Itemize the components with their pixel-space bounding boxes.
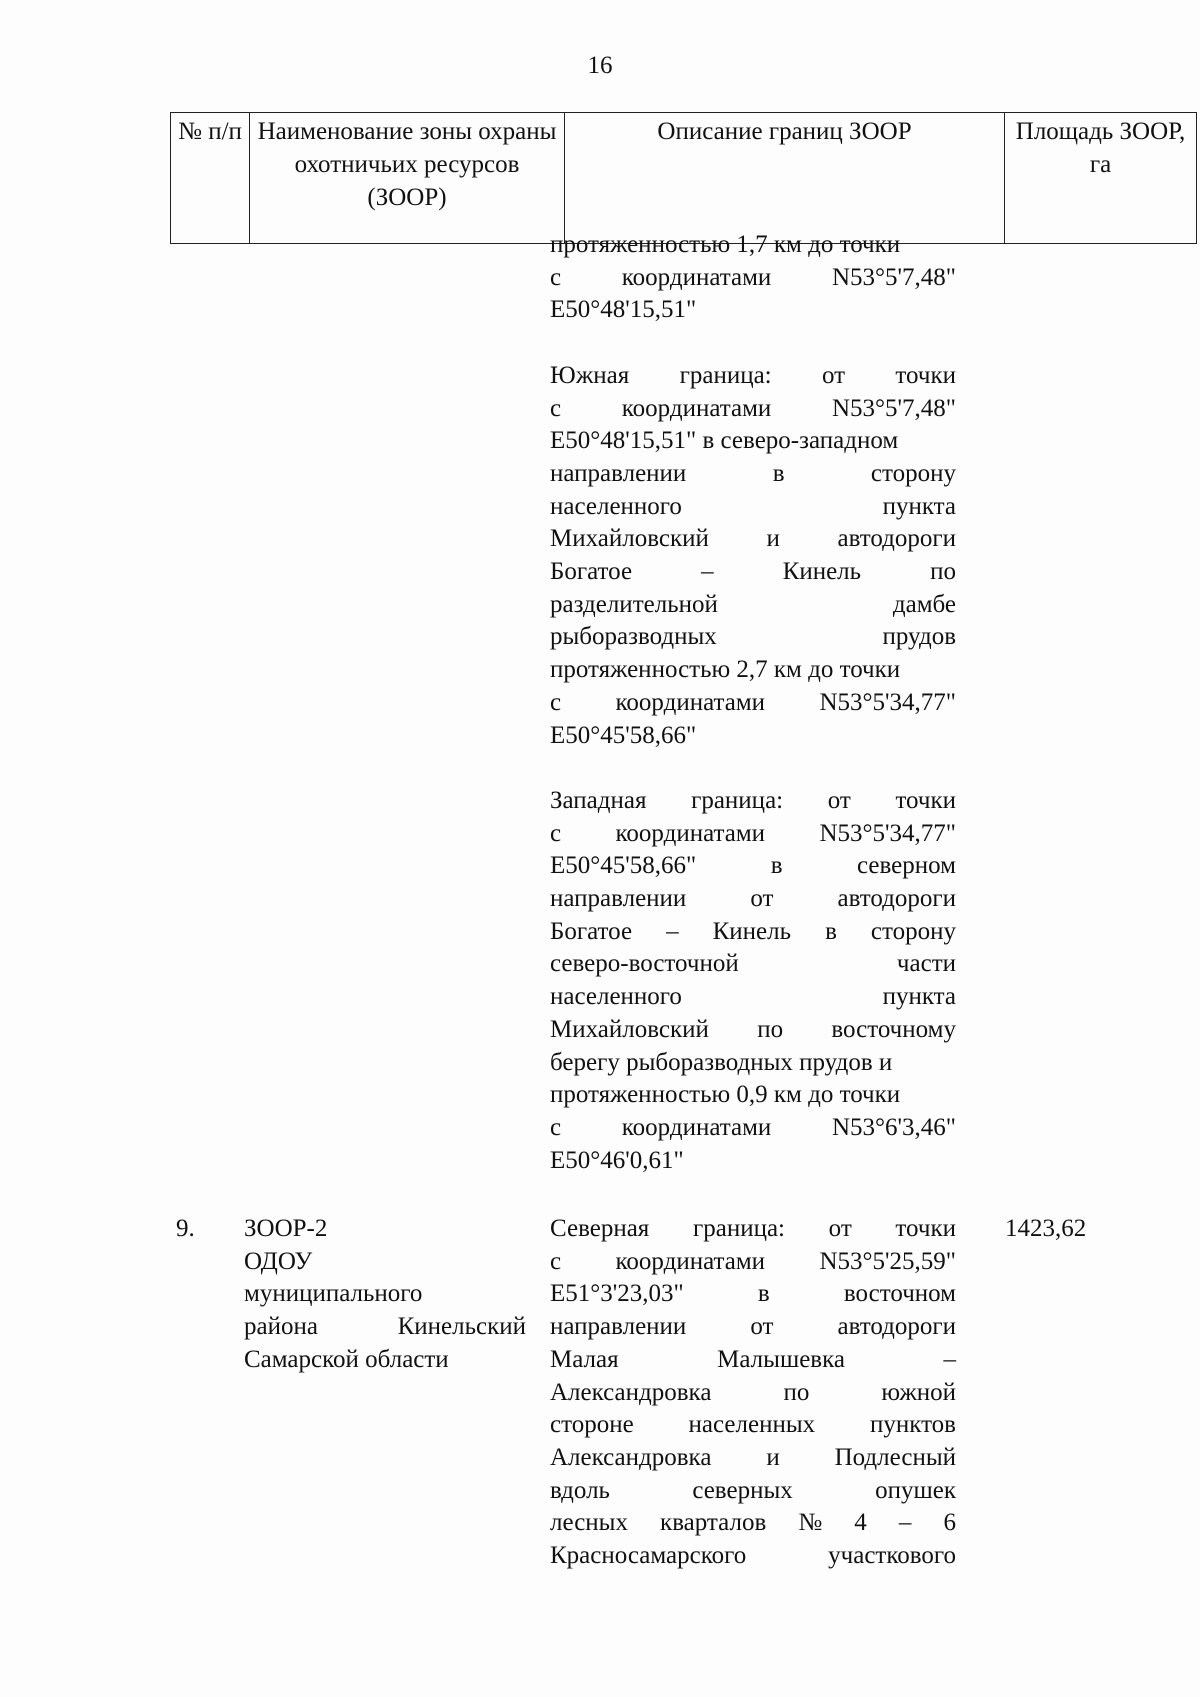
word: направлении	[550, 1313, 687, 1341]
word: граница:	[679, 361, 772, 389]
word: 6	[943, 1509, 956, 1537]
word: E50°48'15,51"	[550, 296, 697, 324]
word: пункта	[882, 983, 956, 1011]
text-line	[550, 818, 956, 851]
word: от	[827, 786, 851, 814]
text-line	[550, 1014, 956, 1047]
word: ОДОУ	[244, 1247, 313, 1275]
text-line	[244, 1213, 526, 1246]
text-line	[550, 393, 956, 426]
word: Михайловский	[550, 1015, 709, 1043]
text-line	[550, 425, 956, 458]
word: Малая	[550, 1345, 619, 1373]
text-line	[550, 1344, 956, 1377]
word: кварталов	[660, 1509, 767, 1537]
word: ЗООР-2	[244, 1215, 328, 1242]
word: от	[750, 885, 774, 913]
word: по	[783, 1378, 810, 1406]
text-line	[550, 360, 956, 393]
text-line	[550, 1112, 956, 1145]
text-line	[550, 1377, 956, 1410]
word: Малышевка	[717, 1345, 845, 1373]
word: с	[550, 394, 562, 422]
word: координатами	[615, 819, 766, 847]
word: Западная	[550, 786, 647, 814]
word: района	[244, 1313, 318, 1341]
word: Михайловский	[550, 525, 709, 553]
word: Северная	[550, 1215, 650, 1242]
word: Кинельский	[397, 1313, 526, 1341]
word: с	[550, 263, 562, 291]
word: населенных	[688, 1411, 816, 1439]
text-line	[550, 1409, 956, 1442]
word: лесных	[550, 1509, 628, 1537]
word: пункта	[882, 492, 956, 520]
word: прудов	[882, 623, 956, 651]
text-line	[244, 1311, 526, 1344]
text-line	[550, 1311, 956, 1344]
word: E50°48'15,51" в северо-западном	[550, 427, 899, 455]
word: стороне	[550, 1411, 634, 1439]
text-line	[550, 262, 956, 295]
word: автодороги	[837, 525, 956, 553]
word: от	[828, 1215, 852, 1242]
text-line	[244, 1246, 526, 1279]
word: опушек	[875, 1476, 956, 1504]
text-line	[550, 883, 956, 916]
word: восточному	[831, 1015, 956, 1043]
text-line	[550, 785, 956, 818]
boundary-description-continued	[550, 229, 956, 1177]
word: граница:	[692, 1215, 785, 1242]
text-line	[550, 327, 956, 360]
text-line	[550, 1278, 956, 1311]
table-header	[170, 112, 1197, 244]
zone-boundary-description	[550, 1213, 956, 1573]
text-line	[550, 1540, 956, 1573]
word: населенного	[550, 983, 682, 1011]
word: протяженностью 2,7 км до точки	[550, 656, 901, 684]
word: Александровка	[550, 1378, 712, 1406]
word: северном	[857, 852, 956, 880]
word: и	[766, 1443, 780, 1471]
word: северо-восточной	[550, 950, 739, 978]
word: Красносамарского	[550, 1542, 747, 1570]
text-line	[550, 523, 956, 556]
word: Подлесный	[834, 1443, 956, 1471]
word: по	[930, 558, 956, 586]
word: населенного	[550, 492, 682, 520]
word: Александровка	[550, 1443, 712, 1471]
header-number-column: № п/п	[171, 113, 250, 244]
word: E50°45'58,66"	[550, 852, 697, 880]
word: координатами	[621, 394, 772, 422]
text-line	[550, 556, 956, 589]
word: координатами	[621, 1113, 772, 1141]
header-description-column: Описание границ ЗООР	[565, 113, 1005, 244]
word: N53°5'7,48"	[831, 394, 956, 422]
text-line	[550, 1079, 956, 1112]
word: рыборазводных	[550, 623, 717, 651]
word: точки	[895, 786, 956, 814]
text-line	[550, 621, 956, 654]
word: сторону	[870, 459, 956, 487]
word: участкового	[828, 1542, 956, 1570]
word: берегу рыборазводных прудов и	[550, 1048, 893, 1076]
word: N53°6'3,46"	[831, 1113, 956, 1141]
word: сторону	[870, 917, 956, 945]
text-line	[550, 916, 956, 949]
text-line	[244, 1344, 526, 1377]
word: от	[750, 1313, 774, 1341]
word: –	[898, 1509, 912, 1537]
word: –	[666, 917, 679, 945]
text-line	[550, 1246, 956, 1279]
word: части	[896, 950, 956, 978]
word: северных	[692, 1476, 793, 1504]
text-line	[550, 294, 956, 327]
word: южной	[881, 1378, 956, 1406]
text-line	[550, 229, 956, 262]
word: E50°46'0,61"	[550, 1146, 684, 1174]
word: муниципального	[244, 1280, 423, 1308]
word: направлении	[550, 885, 687, 913]
word: протяженностью 1,7 км до точки	[550, 231, 901, 258]
word: направлении	[550, 459, 687, 487]
text-line	[550, 850, 956, 883]
word: пунктов	[870, 1411, 956, 1439]
text-line	[550, 1507, 956, 1540]
text-line	[550, 1475, 956, 1508]
text-line	[550, 654, 956, 687]
word: №	[798, 1509, 823, 1537]
text-line	[550, 752, 956, 785]
word: дамбе	[892, 590, 956, 618]
text-line	[550, 1442, 956, 1475]
word: в	[825, 917, 837, 945]
text-line	[550, 491, 956, 524]
word: автодороги	[837, 885, 956, 913]
word: координатами	[615, 688, 766, 716]
word: по	[757, 1015, 784, 1043]
word: координатами	[615, 1247, 766, 1275]
word: автодороги	[837, 1313, 956, 1341]
word: с	[550, 1113, 562, 1141]
word: Богатое	[550, 917, 633, 945]
word: разделительной	[550, 590, 718, 618]
text-line	[550, 589, 956, 622]
word: N53°5'25,59"	[819, 1247, 956, 1275]
text-line	[244, 1278, 526, 1311]
word: восточном	[843, 1280, 956, 1308]
word: точки	[895, 361, 956, 389]
header-name-column: Наименование зоны охраны охотничьих ресурсов (ЗООР)	[250, 113, 565, 244]
word: и	[766, 525, 780, 553]
text-line	[550, 720, 956, 753]
zone-name	[244, 1213, 526, 1377]
header-area-column: Площадь ЗООР, га	[1005, 113, 1197, 244]
word: координатами	[621, 263, 772, 291]
word: Самарской области	[244, 1345, 449, 1373]
text-line	[550, 458, 956, 491]
word: Южная	[550, 361, 630, 389]
word: –	[701, 558, 714, 586]
text-line	[550, 981, 956, 1014]
word: Кинель	[782, 558, 862, 586]
word: с	[550, 1247, 562, 1275]
text-line	[550, 687, 956, 720]
text-line	[550, 1213, 956, 1246]
word: протяженностью 0,9 км до точки	[550, 1081, 901, 1109]
word: N53°5'34,77"	[819, 819, 956, 847]
word: N53°5'34,77"	[819, 688, 956, 716]
word: в	[770, 852, 783, 880]
word: 4	[854, 1509, 867, 1537]
word: граница:	[691, 786, 784, 814]
word: N53°5'7,48"	[831, 263, 956, 291]
text-line	[550, 1047, 956, 1080]
zone-area: 1423,62	[1005, 1215, 1087, 1242]
word: с	[550, 688, 562, 716]
text-line	[550, 948, 956, 981]
word: –	[943, 1345, 956, 1373]
word: вдоль	[550, 1476, 610, 1504]
word: в	[757, 1280, 770, 1308]
row-number: 9.	[176, 1215, 195, 1242]
word: E50°45'58,66"	[550, 721, 697, 749]
word: Богатое	[550, 558, 633, 586]
word: с	[550, 819, 562, 847]
text-line	[550, 1145, 956, 1178]
word: в	[772, 459, 785, 487]
word: от	[821, 361, 846, 389]
word: точки	[895, 1215, 956, 1242]
page-number: 16	[587, 52, 613, 79]
word: Кинель	[712, 917, 792, 945]
word: E51°3'23,03"	[550, 1280, 684, 1308]
